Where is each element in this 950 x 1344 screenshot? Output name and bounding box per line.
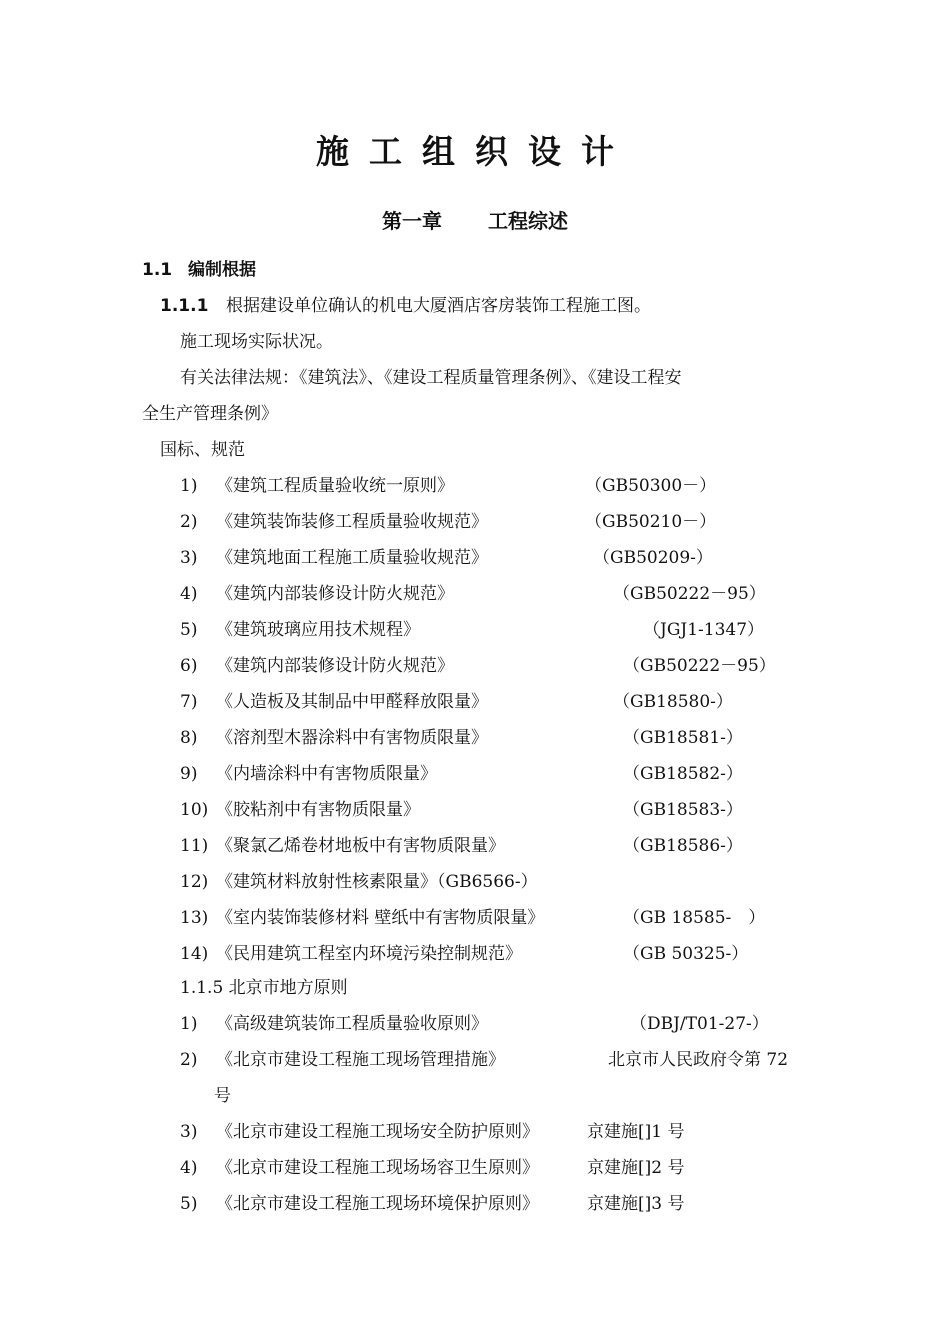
section-title: 编制根据 [188,260,256,280]
standard-name: 《北京市建设工程施工现场场容卫生原则》 [216,1158,539,1178]
standard-code: （DBJ/T01-27-） [630,1014,769,1034]
item-number: 14) [180,944,209,964]
item-number: 13) [180,908,209,928]
item-number: 4) [180,1158,198,1178]
standard-name: 《胶粘剂中有害物质限量》 [216,800,420,820]
standard-name: 《溶剂型木器涂料中有害物质限量》 [216,728,488,748]
standard-code: （GB18586-） [623,836,743,856]
standard-name: 《建筑装饰装修工程质量验收规范》 [216,512,488,532]
list-item [180,942,522,966]
item-number: 10) [180,800,209,820]
standard-code: （GB50222－95） [613,584,766,604]
list-item [180,726,488,750]
standard-name: 《北京市建设工程施工现场环境保护原则》 [216,1194,539,1214]
paragraph-site: 施工现场实际状况。 [180,332,333,352]
item-number: 3) [180,1122,198,1142]
standard-code: （GB 50325-） [623,944,749,964]
list-item [180,1192,539,1216]
standard-name: 《北京市建设工程施工现场管理措施》 [216,1050,505,1070]
standard-name: 《建筑玻璃应用技术规程》 [216,620,420,640]
item-number: 1) [180,476,198,496]
list-item [180,474,454,498]
section-number: 1.1.1 [160,296,209,316]
standard-code: （JGJ1-1347） [643,620,765,640]
list-item [180,1156,539,1180]
standard-code: （GB18582-） [623,764,743,784]
standard-name: 《人造板及其制品中甲醛释放限量》 [216,692,488,712]
list-item [180,654,454,678]
list-item [180,690,488,714]
section-1-1-1 [160,294,651,318]
chapter-heading [0,207,950,235]
list-item [180,1048,505,1072]
item-number: 4) [180,584,198,604]
section-number: 1.1 [142,260,173,280]
item-number: 6) [180,656,198,676]
list-item [180,1120,539,1144]
standard-code: 北京市人民政府令第 72 [608,1050,789,1070]
list-item [180,618,420,642]
standard-code: （GB 18585- ） [623,908,766,928]
item-number: 12) [180,872,209,892]
chapter-number: 第一章 [382,209,442,233]
section-1-1-heading [142,258,256,282]
standard-code: （GB18581-） [623,728,743,748]
standard-name: 《建筑地面工程施工质量验收规范》 [216,548,488,568]
list-item [180,546,488,570]
standard-name: 《民用建筑工程室内环境污染控制规范》 [216,944,522,964]
paragraph-law-line2: 全生产管理条例》 [142,404,278,424]
item-number: 7) [180,692,198,712]
chapter-name: 工程综述 [488,209,568,233]
list-item [180,582,454,606]
standard-name: 《北京市建设工程施工现场安全防护原则》 [216,1122,539,1142]
item-number: 5) [180,620,198,640]
section-text: 根据建设单位确认的机电大厦酒店客房装饰工程施工图。 [226,296,651,316]
standard-code: （GB50222－95） [623,656,776,676]
standard-name: 《建筑内部装修设计防火规范》 [216,656,454,676]
list-item [180,762,437,786]
standard-code: （GB18580-） [613,692,733,712]
standard-name: 《建筑工程质量验收统一原则》 [216,476,454,496]
standard-name: 《内墙涂料中有害物质限量》 [216,764,437,784]
standard-code: （GB50209-） [593,548,713,568]
list-item [180,510,488,534]
list-item [180,798,420,822]
item-number: 2) [180,512,198,532]
standard-code: 京建施[]2 号 [587,1158,685,1178]
standard-name: 《室内装饰装修材料 壁纸中有害物质限量》 [216,908,545,928]
item-number: 9) [180,764,198,784]
standard-name: 《聚氯乙烯卷材地板中有害物质限量》 [216,836,505,856]
paragraph-standards: 国标、规范 [160,440,245,460]
standard-code: （GB18583-） [623,800,743,820]
standard-code: （GB50300－） [585,476,717,496]
standard-name: 《建筑材料放射性核素限量》（GB6566-） [216,872,538,892]
standard-code-continued: 号 [214,1086,231,1106]
document-title: 施工组织设计 [316,132,634,171]
list-item [180,1012,488,1036]
item-number: 3) [180,548,198,568]
list-item [180,870,538,894]
standard-code: 京建施[]3 号 [587,1194,685,1214]
standard-name: 《建筑内部装修设计防火规范》 [216,584,454,604]
item-number: 1) [180,1014,198,1034]
item-number: 5) [180,1194,198,1214]
standard-code: 京建施[]1 号 [587,1122,685,1142]
list-item [180,906,544,930]
item-number: 2) [180,1050,198,1070]
item-number: 11) [180,836,209,856]
paragraph-law-line1: 有关法律法规：《建筑法》、《建设工程质量管理条例》、《建设工程安 [180,368,682,388]
standard-name: 《高级建筑装饰工程质量验收原则》 [216,1014,488,1034]
section-1-1-5-heading: 1.1.5 北京市地方原则 [180,978,348,998]
list-item [180,834,505,858]
standard-code: （GB50210－） [585,512,717,532]
item-number: 8) [180,728,198,748]
